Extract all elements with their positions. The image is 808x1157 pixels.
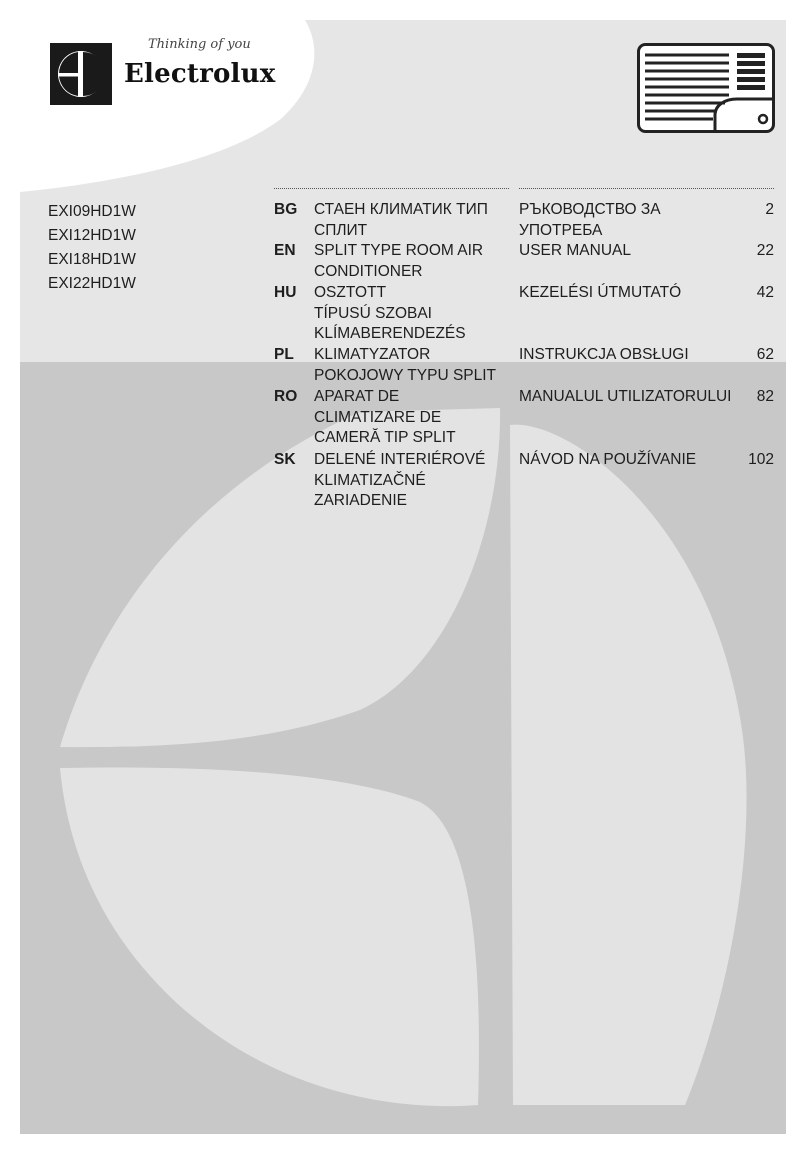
page-number: 82 <box>756 388 774 405</box>
product-title-line: СТАЕН КЛИМАТИК ТИП <box>314 201 488 218</box>
language-code: HU <box>274 284 297 301</box>
manual-title-line: УПОТРЕБА <box>519 221 603 239</box>
divider-left <box>274 188 509 189</box>
page-number: 22 <box>756 242 774 259</box>
language-code: SK <box>274 451 296 468</box>
language-code: BG <box>274 201 298 218</box>
product-title-line: OSZTOTT <box>314 284 387 301</box>
product-title-line: CAMERĂ TIP SPLIT <box>314 429 456 446</box>
page-number: 102 <box>748 451 774 468</box>
product-title-line: CLIMATIZARE DE <box>314 408 442 426</box>
language-code: RO <box>274 388 298 405</box>
manual-title <box>519 200 754 241</box>
product-title <box>314 241 514 282</box>
model-list <box>48 200 136 296</box>
product-title-line: POKOJOWY TYPU SPLIT <box>314 366 497 384</box>
manual-title-line: РЪКОВОДСТВО ЗА <box>519 201 661 218</box>
manual-title <box>519 387 757 408</box>
cover-page <box>20 20 786 1134</box>
product-title-line: KLIMATYZATOR <box>314 346 431 363</box>
manual-title-line: KEZELÉSI ÚTMUTATÓ <box>519 284 682 301</box>
product-title-line: APARAT DE <box>314 388 400 405</box>
manual-title-line: INSTRUKCJA OBSŁUGI <box>519 346 689 363</box>
product-title <box>314 345 534 386</box>
manual-title-line: NÁVOD NA POUŽÍVANIE <box>519 451 697 468</box>
product-title <box>314 387 514 449</box>
model-number: EXI22HD1W <box>48 275 136 292</box>
product-title-line: СПЛИТ <box>314 221 368 239</box>
manual-title <box>519 241 754 262</box>
product-title-line: SPLIT TYPE ROOM AIR <box>314 242 484 259</box>
manual-title-line: MANUALUL UTILIZATORULUI <box>519 388 732 405</box>
manual-title-line: USER MANUAL <box>519 242 631 259</box>
divider-right <box>519 188 774 189</box>
brand-tagline: Thinking of you <box>148 37 251 52</box>
page-number: 2 <box>765 201 774 218</box>
brand-name: Electrolux <box>124 59 276 89</box>
manual-title <box>519 283 754 304</box>
product-title-line: KLIMATIZAČNÉ <box>314 471 426 489</box>
product-title-line: DELENÉ INTERIÉROVÉ <box>314 451 486 468</box>
product-title-line: CONDITIONER <box>314 262 423 280</box>
manual-title <box>519 345 754 366</box>
model-number: EXI12HD1W <box>48 227 136 244</box>
manual-title <box>519 450 754 471</box>
air-conditioner-unit-icon <box>637 43 775 133</box>
page-number: 62 <box>756 346 774 363</box>
product-title <box>314 200 514 241</box>
product-title-line: ZARIADENIE <box>314 492 408 509</box>
product-title-line: TÍPUSÚ SZOBAI <box>314 304 432 322</box>
page-number: 42 <box>756 284 774 301</box>
product-title <box>314 450 514 512</box>
language-code: EN <box>274 242 296 259</box>
product-title <box>314 283 514 345</box>
language-code: PL <box>274 346 294 363</box>
model-number: EXI18HD1W <box>48 251 136 268</box>
electrolux-logo-icon <box>50 43 112 105</box>
product-title-line: KLÍMABERENDEZÉS <box>314 325 466 342</box>
model-number: EXI09HD1W <box>48 203 136 220</box>
